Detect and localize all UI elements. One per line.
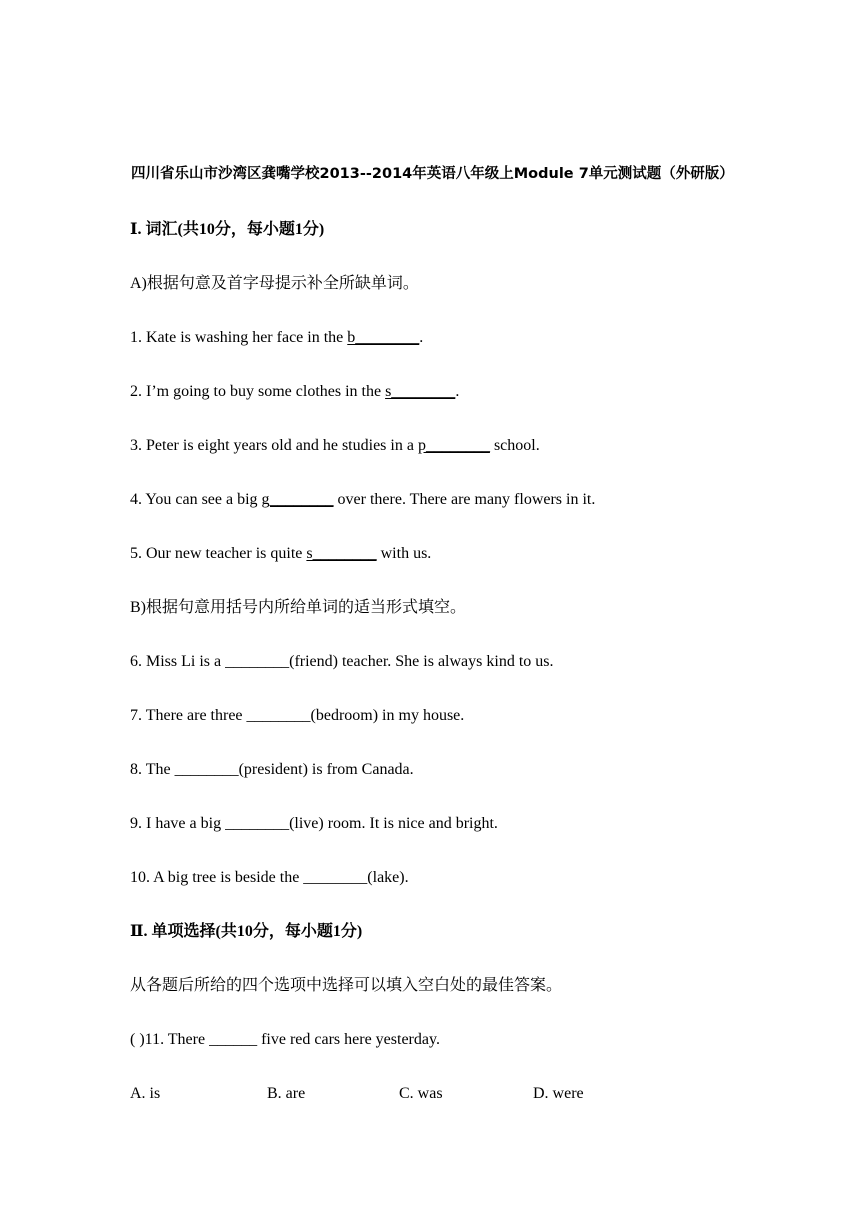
question-1-end: . [419, 329, 424, 346]
question-3-end: school. [489, 437, 540, 454]
question-4-end: over there. There are many flowers in it. [333, 491, 596, 508]
question-10: 10. A big tree is beside the ________(lake). [130, 869, 409, 886]
section1-heading: Ⅰ. 词汇(共10分，每小题1分) [130, 221, 325, 238]
question-2-end: . [455, 383, 460, 400]
option-d: D. were [533, 1085, 584, 1102]
question-3-blank: p________ [417, 437, 490, 454]
question-8: 8. The ________(president) is from Canada. [130, 761, 414, 778]
question-2-text: 2. I’m going to buy some clothes in the [130, 383, 386, 400]
question-5 [130, 544, 431, 564]
question-3-text: 3. Peter is eight years old and he studies in a [130, 437, 418, 454]
question-11: ( )11. There ______ five red cars here yesterday. [130, 1031, 440, 1048]
question-4-blank: g________ [261, 491, 334, 508]
question-1-text: 1. Kate is washing her face in the [130, 329, 348, 346]
option-a: A. is [130, 1085, 161, 1102]
question-4-text: 4. You can see a big [130, 491, 262, 508]
part-a-instruction: A)根据句意及首字母提示补全所缺单词。 [130, 275, 419, 292]
part-b-instruction: B)根据句意用括号内所给单词的适当形式填空。 [130, 599, 467, 616]
question-2 [130, 382, 459, 402]
question-5-end: with us. [376, 545, 432, 562]
question-9: 9. I have a big ________(live) room. It is nice and bright. [130, 815, 498, 832]
question-1 [130, 328, 423, 348]
option-b: B. are [267, 1085, 306, 1102]
document-title: 四川省乐山市沙湾区龚嘴学校2013--2014年英语八年级上Module 7单元测试题（外研版） [131, 166, 734, 182]
question-7: 7. There are three ________(bedroom) in my house. [130, 707, 465, 724]
question-2-blank: s________ [385, 383, 456, 400]
question-1-blank: b________ [347, 329, 420, 346]
option-c: C. was [399, 1085, 443, 1102]
question-5-blank: s________ [306, 545, 377, 562]
question-3 [130, 436, 540, 456]
section2-instruction: 从各题后所给的四个选项中选择可以填入空白处的最佳答案。 [130, 977, 563, 994]
section2-heading: Ⅱ. 单项选择(共10分，每小题1分) [130, 923, 363, 940]
question-5-text: 5. Our new teacher is quite [130, 545, 307, 562]
question-4 [130, 490, 595, 510]
question-6: 6. Miss Li is a ________(friend) teacher. She is always kind to us. [130, 653, 554, 670]
